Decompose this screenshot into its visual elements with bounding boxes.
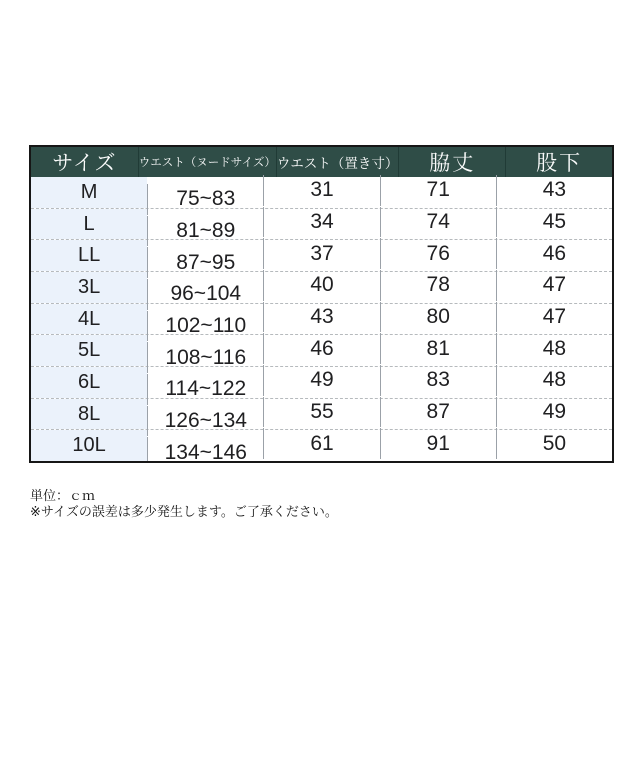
footer-notes	[30, 488, 338, 520]
size-chart-table	[29, 145, 614, 463]
table-row	[31, 303, 612, 338]
cell-waist-nude: 87~95	[147, 247, 263, 278]
cell-waist-flat: 43	[263, 302, 379, 333]
cell-size: L	[31, 209, 147, 240]
cell-inseam: 47	[496, 302, 612, 333]
cell-inseam: 45	[496, 207, 612, 238]
cell-waist-flat: 55	[263, 397, 379, 428]
unit-note: 単位：ｃｍ	[30, 488, 96, 503]
cell-waist-nude: 96~104	[147, 279, 263, 310]
cell-side-length: 80	[380, 302, 496, 333]
cell-size: 10L	[31, 430, 147, 461]
cell-size: LL	[31, 240, 147, 271]
table-row	[31, 398, 612, 433]
size-disclaimer: ※サイズの誤差は多少発生します。ご了承ください。	[30, 504, 338, 519]
cell-size: M	[31, 177, 147, 208]
cell-side-length: 81	[380, 333, 496, 364]
cell-waist-flat: 37	[263, 238, 379, 269]
header-waist-nude: ウエスト（ヌードサイズ）	[138, 147, 276, 177]
cell-side-length: 74	[380, 207, 496, 238]
cell-size: 8L	[31, 399, 147, 430]
cell-size: 5L	[31, 335, 147, 366]
cell-inseam: 48	[496, 365, 612, 396]
cell-waist-nude: 126~134	[147, 406, 263, 437]
table-row	[31, 208, 612, 240]
table-row	[31, 177, 612, 211]
table-row	[31, 271, 612, 306]
cell-waist-nude: 134~146	[147, 437, 263, 463]
cell-inseam: 48	[496, 333, 612, 364]
cell-inseam: 43	[496, 175, 612, 206]
cell-inseam: 46	[496, 238, 612, 269]
table-header-row	[31, 147, 612, 177]
cell-inseam: 49	[496, 397, 612, 428]
cell-side-length: 78	[380, 270, 496, 301]
cell-side-length: 71	[380, 175, 496, 206]
cell-size: 4L	[31, 304, 147, 335]
cell-waist-nude: 75~83	[147, 184, 263, 215]
cell-inseam: 47	[496, 270, 612, 301]
cell-side-length: 87	[380, 397, 496, 428]
cell-waist-flat: 40	[263, 270, 379, 301]
cell-waist-flat: 31	[263, 175, 379, 206]
cell-side-length: 83	[380, 365, 496, 396]
cell-inseam: 50	[496, 428, 612, 459]
cell-waist-flat: 46	[263, 333, 379, 364]
table-row	[31, 334, 612, 369]
header-side-length: 脇丈	[398, 147, 505, 177]
cell-size: 6L	[31, 367, 147, 398]
table-row	[31, 429, 612, 461]
cell-waist-flat: 49	[263, 365, 379, 396]
table-row	[31, 239, 612, 274]
cell-waist-nude: 81~89	[147, 216, 263, 247]
cell-waist-flat: 61	[263, 428, 379, 459]
cell-waist-nude: 102~110	[147, 311, 263, 342]
header-inseam: 股下	[505, 147, 612, 177]
header-waist-flat: ウエスト（置き寸）	[276, 147, 399, 177]
cell-side-length: 76	[380, 238, 496, 269]
table-row	[31, 366, 612, 401]
header-size: サイズ	[52, 152, 117, 175]
cell-size: 3L	[31, 272, 147, 303]
cell-waist-nude: 108~116	[147, 342, 263, 373]
cell-side-length: 91	[380, 428, 496, 459]
cell-waist-nude: 114~122	[147, 374, 263, 405]
cell-waist-flat: 34	[263, 207, 379, 238]
